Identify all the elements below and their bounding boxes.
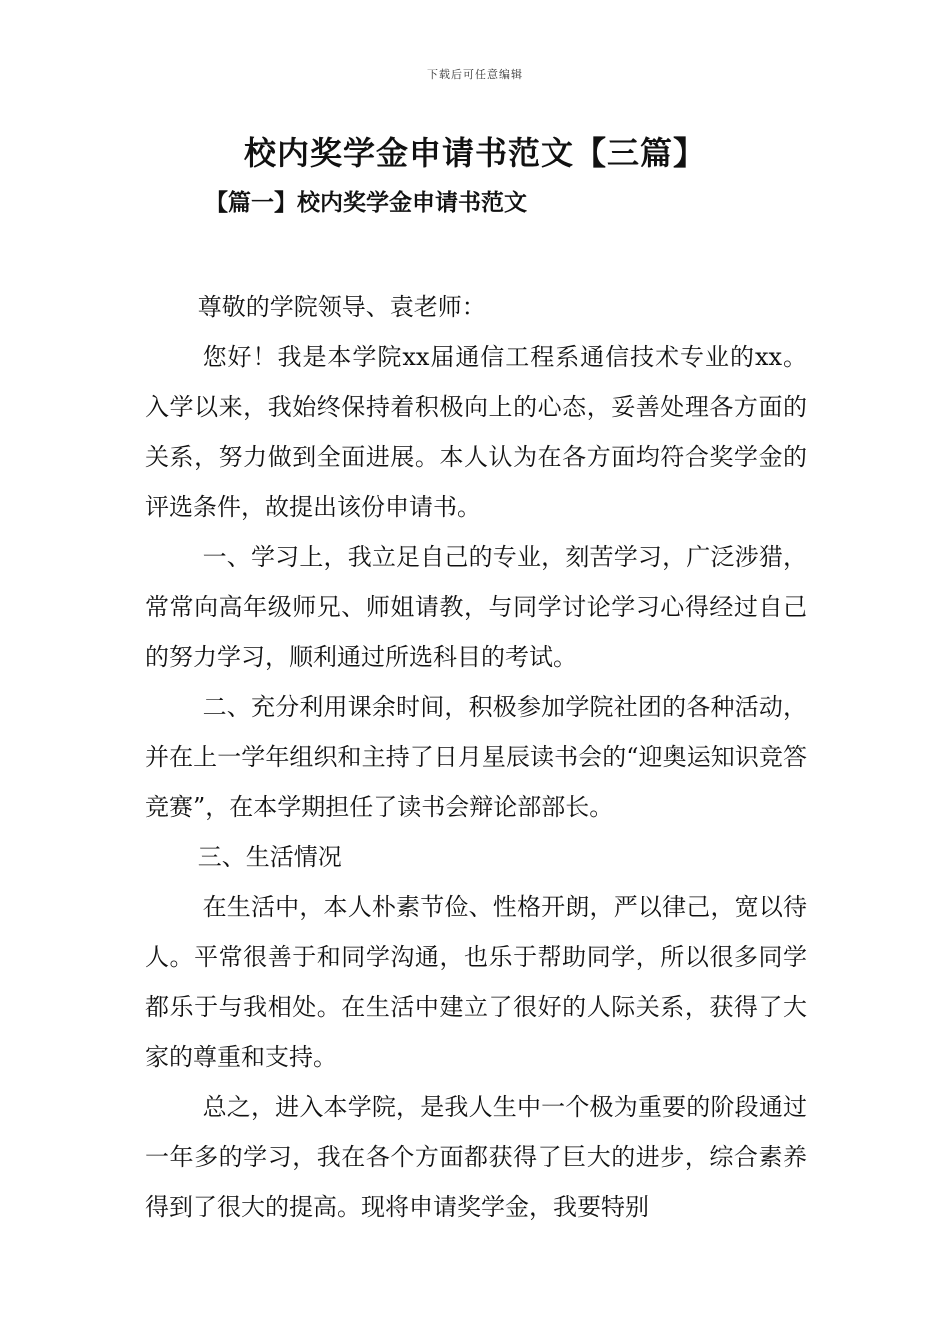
paragraph-life-heading: 三、生活情况 <box>197 843 342 871</box>
paragraph-life: 在生活中，本人朴素节俭、性格开朗，严以律己，宽以待人。平常很善于和同学沟通，也乐于帮助同学，所以很多同学都乐于与我相处。在生活中建立了很好的人际关系，获得了大家的尊重和支持。 <box>145 893 807 1071</box>
paragraph-study: 一、学习上，我立足自己的专业，刻苦学习，广泛涉猎，常常向高年级师兄、师姐请教，与同学讨论学习心得经过自己的努力学习，顺利通过所选科目的考试。 <box>145 543 807 671</box>
salutation: 尊敬的学院领导、袁老师： <box>197 293 486 321</box>
page-header-note: 下载后可任意编辑 <box>427 68 523 81</box>
paragraph-intro: 您好！我是本学院xx届通信工程系通信技术专业的xx。入学以来，我始终保持着积极向上的心态，妥善处理各方面的关系，努力做到全面进展。本人认为在各方面均符合奖学金的评选条件，故提出该份申请书。 <box>145 343 807 521</box>
section-heading: 【篇一】校内奖学金申请书范文 <box>205 189 527 216</box>
document-title: 校内奖学金申请书范文【三篇】 <box>243 134 706 172</box>
paragraph-activities: 二、充分利用课余时间，积极参加学院社团的各种活动，并在上一学年组织和主持了日月星辰读书会的“迎奥运知识竞答竞赛”，在本学期担任了读书会辩论部部长。 <box>145 693 807 821</box>
document-body <box>145 282 807 1232</box>
paragraph-conclusion: 总之，进入本学院，是我人生中一个极为重要的阶段通过一年多的学习，我在各个方面都获得了巨大的进步，综合素养得到了很大的提高。现将申请奖学金，我要特别 <box>145 1093 807 1221</box>
